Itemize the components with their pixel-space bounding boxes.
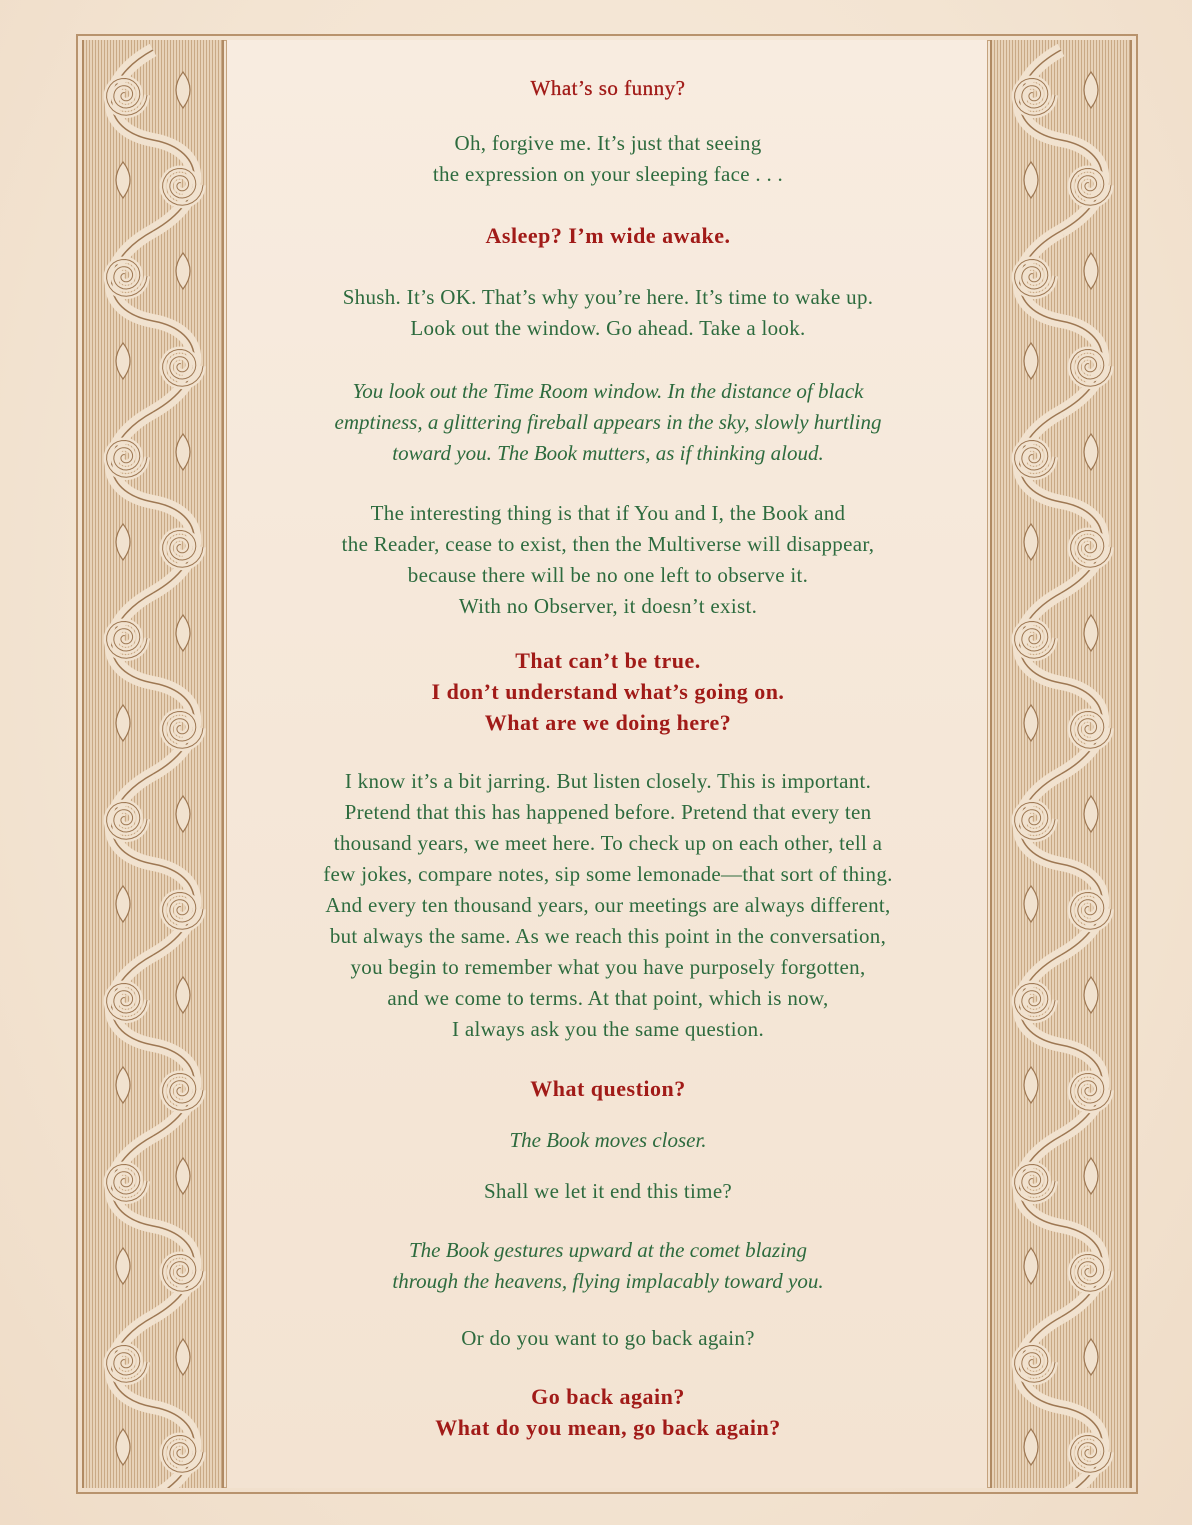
scroll-motif	[107, 955, 203, 1136]
text-line: You look out the Time Room window. In the distance of black	[352, 379, 864, 403]
scroll-motif	[1015, 593, 1111, 774]
scroll-motif	[107, 412, 203, 593]
scroll-motif	[1015, 412, 1111, 593]
scroll-motif	[107, 774, 203, 955]
text-line: Look out the window. Go ahead. Take a look.	[410, 316, 806, 340]
narration-book-moves	[227, 1125, 989, 1156]
left-ornamental-border	[82, 40, 224, 1488]
scroll-motif	[1015, 50, 1111, 231]
scroll-motif	[107, 50, 203, 231]
reader-line-what-so-funny	[227, 73, 989, 104]
book-dialogue-shush	[227, 282, 989, 344]
scroll-ornament-icon	[84, 40, 222, 1488]
book-dialogue-pretend	[227, 766, 989, 1045]
reader-line-what-question	[227, 1073, 989, 1104]
text-line: What’s so funny?	[530, 76, 686, 100]
text-line: Oh, forgive me. It’s just that seeing	[454, 131, 762, 155]
scroll-motif	[1015, 1317, 1111, 1488]
right-ornamental-border	[990, 40, 1132, 1488]
text-line: That can’t be true.	[515, 648, 701, 673]
text-line: thousand years, we meet here. To check up on each other, tell a	[333, 831, 883, 855]
book-dialogue-shall-we	[227, 1176, 989, 1207]
text-line: What question?	[530, 1076, 686, 1101]
text-line: emptiness, a glittering fireball appears in the sky, slowly hurtling	[334, 410, 882, 434]
text-line: The Book gestures upward at the comet blazing	[409, 1238, 807, 1262]
text-line: Or do you want to go back again?	[461, 1326, 755, 1350]
text-line: Asleep? I’m wide awake.	[485, 223, 731, 248]
narration-comet	[227, 1235, 989, 1297]
text-line: What do you mean, go back again?	[435, 1415, 781, 1440]
reader-line-asleep	[227, 220, 989, 251]
scroll-motif	[1015, 231, 1111, 412]
text-line: toward you. The Book mutters, as if thinking aloud.	[392, 441, 824, 465]
text-line: Shall we let it end this time?	[483, 1179, 733, 1203]
text-line: The Book moves closer.	[509, 1128, 707, 1152]
text-line: Shush. It’s OK. That’s why you’re here. It’s time to wake up.	[342, 285, 874, 309]
scroll-motif	[1015, 1136, 1111, 1317]
narration-window	[227, 376, 989, 469]
text-line: because there will be no one left to observe it.	[407, 563, 809, 587]
text-line: With no Observer, it doesn’t exist.	[458, 594, 758, 618]
text-line: and we come to terms. At that point, which is now,	[387, 986, 829, 1010]
scroll-motif	[107, 593, 203, 774]
scroll-motif	[107, 1317, 203, 1488]
scroll-motif	[1015, 955, 1111, 1136]
text-line: but always the same. As we reach this point in the conversation,	[329, 924, 887, 948]
scroll-motif	[1015, 774, 1111, 955]
text-line: The interesting thing is that if You and I, the Book and	[370, 501, 846, 525]
book-dialogue-go-back	[227, 1323, 989, 1354]
reader-line-cant-be-true	[227, 645, 989, 738]
text-line: the Reader, cease to exist, then the Multiverse will disappear,	[341, 532, 875, 556]
text-line: through the heavens, flying implacably toward you.	[392, 1269, 824, 1293]
text-line: And every ten thousand years, our meetings are always different,	[325, 893, 891, 917]
text-panel	[226, 40, 988, 1488]
text-line: few jokes, compare notes, sip some lemonade—that sort of thing.	[323, 862, 893, 886]
text-line: you begin to remember what you have purposely forgotten,	[350, 955, 866, 979]
reader-line-go-back-again	[227, 1381, 989, 1443]
text-line: Pretend that this has happened before. Pretend that every ten	[344, 800, 872, 824]
text-line: Go back again?	[531, 1384, 685, 1409]
text-line: I know it’s a bit jarring. But listen closely. This is important.	[344, 769, 872, 793]
text-line: the expression on your sleeping face . . .	[432, 162, 784, 186]
scroll-ornament-icon	[992, 40, 1130, 1488]
scroll-motif	[107, 231, 203, 412]
text-line: I don’t understand what’s going on.	[431, 679, 785, 704]
book-dialogue-observer	[227, 498, 989, 622]
scroll-motif	[107, 1136, 203, 1317]
text-line: What are we doing here?	[484, 710, 732, 735]
book-dialogue-forgive	[227, 128, 989, 190]
text-line: I always ask you the same question.	[451, 1017, 765, 1041]
